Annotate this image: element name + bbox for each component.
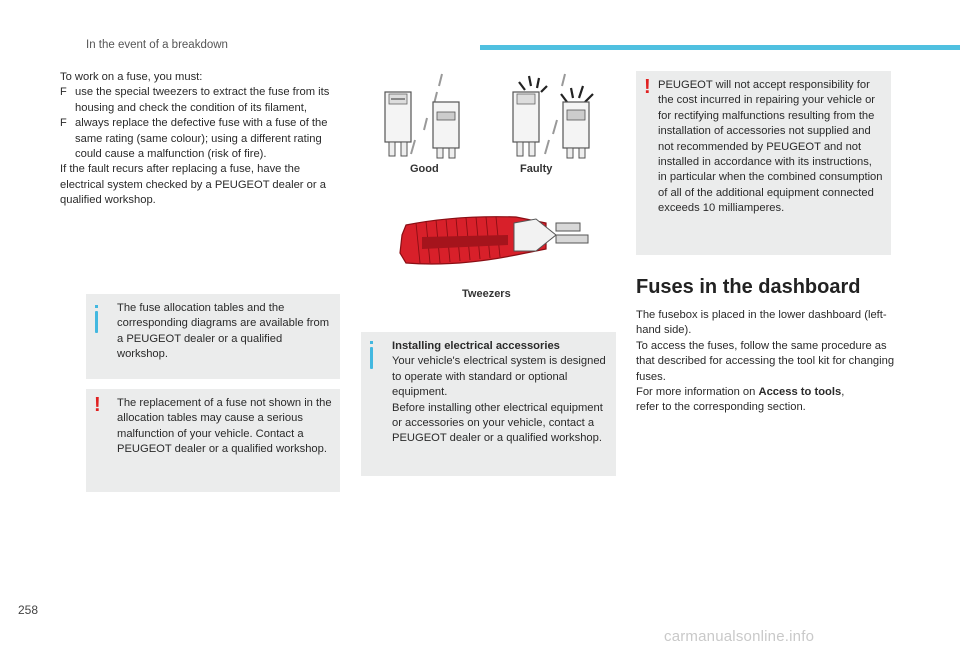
intro-lead: To work on a fuse, you must: — [60, 71, 203, 83]
dashboard-para: refer to the corresponding section. — [636, 401, 806, 414]
info-box-title: Installing electrical accessories — [392, 340, 560, 352]
bullet-glyph: F — [60, 117, 67, 130]
fuse-good-illustration — [375, 72, 475, 162]
warning-icon: ! — [94, 394, 101, 416]
access-to-tools-link: Access to tools — [758, 386, 842, 399]
bullet-item — [60, 116, 340, 162]
tweezers-illustration — [396, 205, 596, 280]
info-box-allocation — [86, 294, 340, 379]
watermark: carmanualsonline.info — [664, 628, 815, 645]
warning-icon: ! — [644, 76, 651, 98]
header-accent-bar — [480, 45, 960, 50]
bullet-glyph: F — [60, 86, 67, 99]
dashboard-para: For more information on Access to tools, — [636, 386, 845, 399]
good-caption: Good — [410, 163, 439, 175]
tweezers-caption: Tweezers — [462, 288, 511, 300]
bullet-item — [60, 85, 340, 116]
info-icon — [95, 311, 98, 333]
bullet-text: always replace the defective fuse with a fuse of the same rating (same colour); using a different rating could cause a malfunction (risk of fire). — [75, 117, 328, 161]
faulty-caption: Faulty — [520, 163, 553, 175]
info-box-text: Your vehicle's electrical system is designed to operate with standard or optional equipment. — [392, 355, 606, 399]
info-icon — [370, 347, 373, 369]
warning-box-text: The replacement of a fuse not shown in the allocation tables may cause a serious malfunction of your vehicle. Contact a PEUGEOT dealer or a qualified workshop. — [117, 397, 332, 456]
warning-box-responsibility — [636, 71, 891, 255]
page-number: 258 — [18, 603, 39, 617]
section-header: In the event of a breakdown — [86, 39, 228, 51]
dashboard-text — [636, 308, 896, 416]
info-box-text: The fuse allocation tables and the corresponding diagrams are available from a PEUGEOT dealer or a qualified workshop. — [117, 302, 330, 361]
fuse-faulty-illustration — [505, 72, 605, 162]
dashboard-para: The fusebox is placed in the lower dashboard (left-hand side). — [636, 309, 887, 337]
intro-closing: If the fault recurs after replacing a fuse, have the electrical system checked by a PEUGEOT dealer or a qualified workshop. — [60, 163, 326, 207]
info-box-accessories — [361, 332, 616, 476]
warning-box-text: PEUGEOT will not accept responsibility for the cost incurred in repairing your vehicle or for rectifying malfunctions resulting from the installation of accessories not supplied and not recommended by PEUGEOT and not installed in accordance with its instructions, in particular when the combined consumption of all of the additional equipment connected exceeds 10 milliamperes. — [658, 79, 883, 215]
dashboard-para: To access the fuses, follow the same procedure as that described for accessing the tool kit for changing fuses. — [636, 339, 895, 383]
bullet-text: use the special tweezers to extract the fuse from its housing and check the condition of its filament, — [75, 86, 330, 114]
section-title: Fuses in the dashboard — [636, 276, 861, 298]
intro-text — [60, 70, 340, 209]
warning-box-replacement — [86, 389, 340, 492]
info-box-text: Before installing other electrical equipment or accessories on your vehicle, contact a PEUGEOT dealer or a qualified workshop. — [392, 401, 603, 445]
